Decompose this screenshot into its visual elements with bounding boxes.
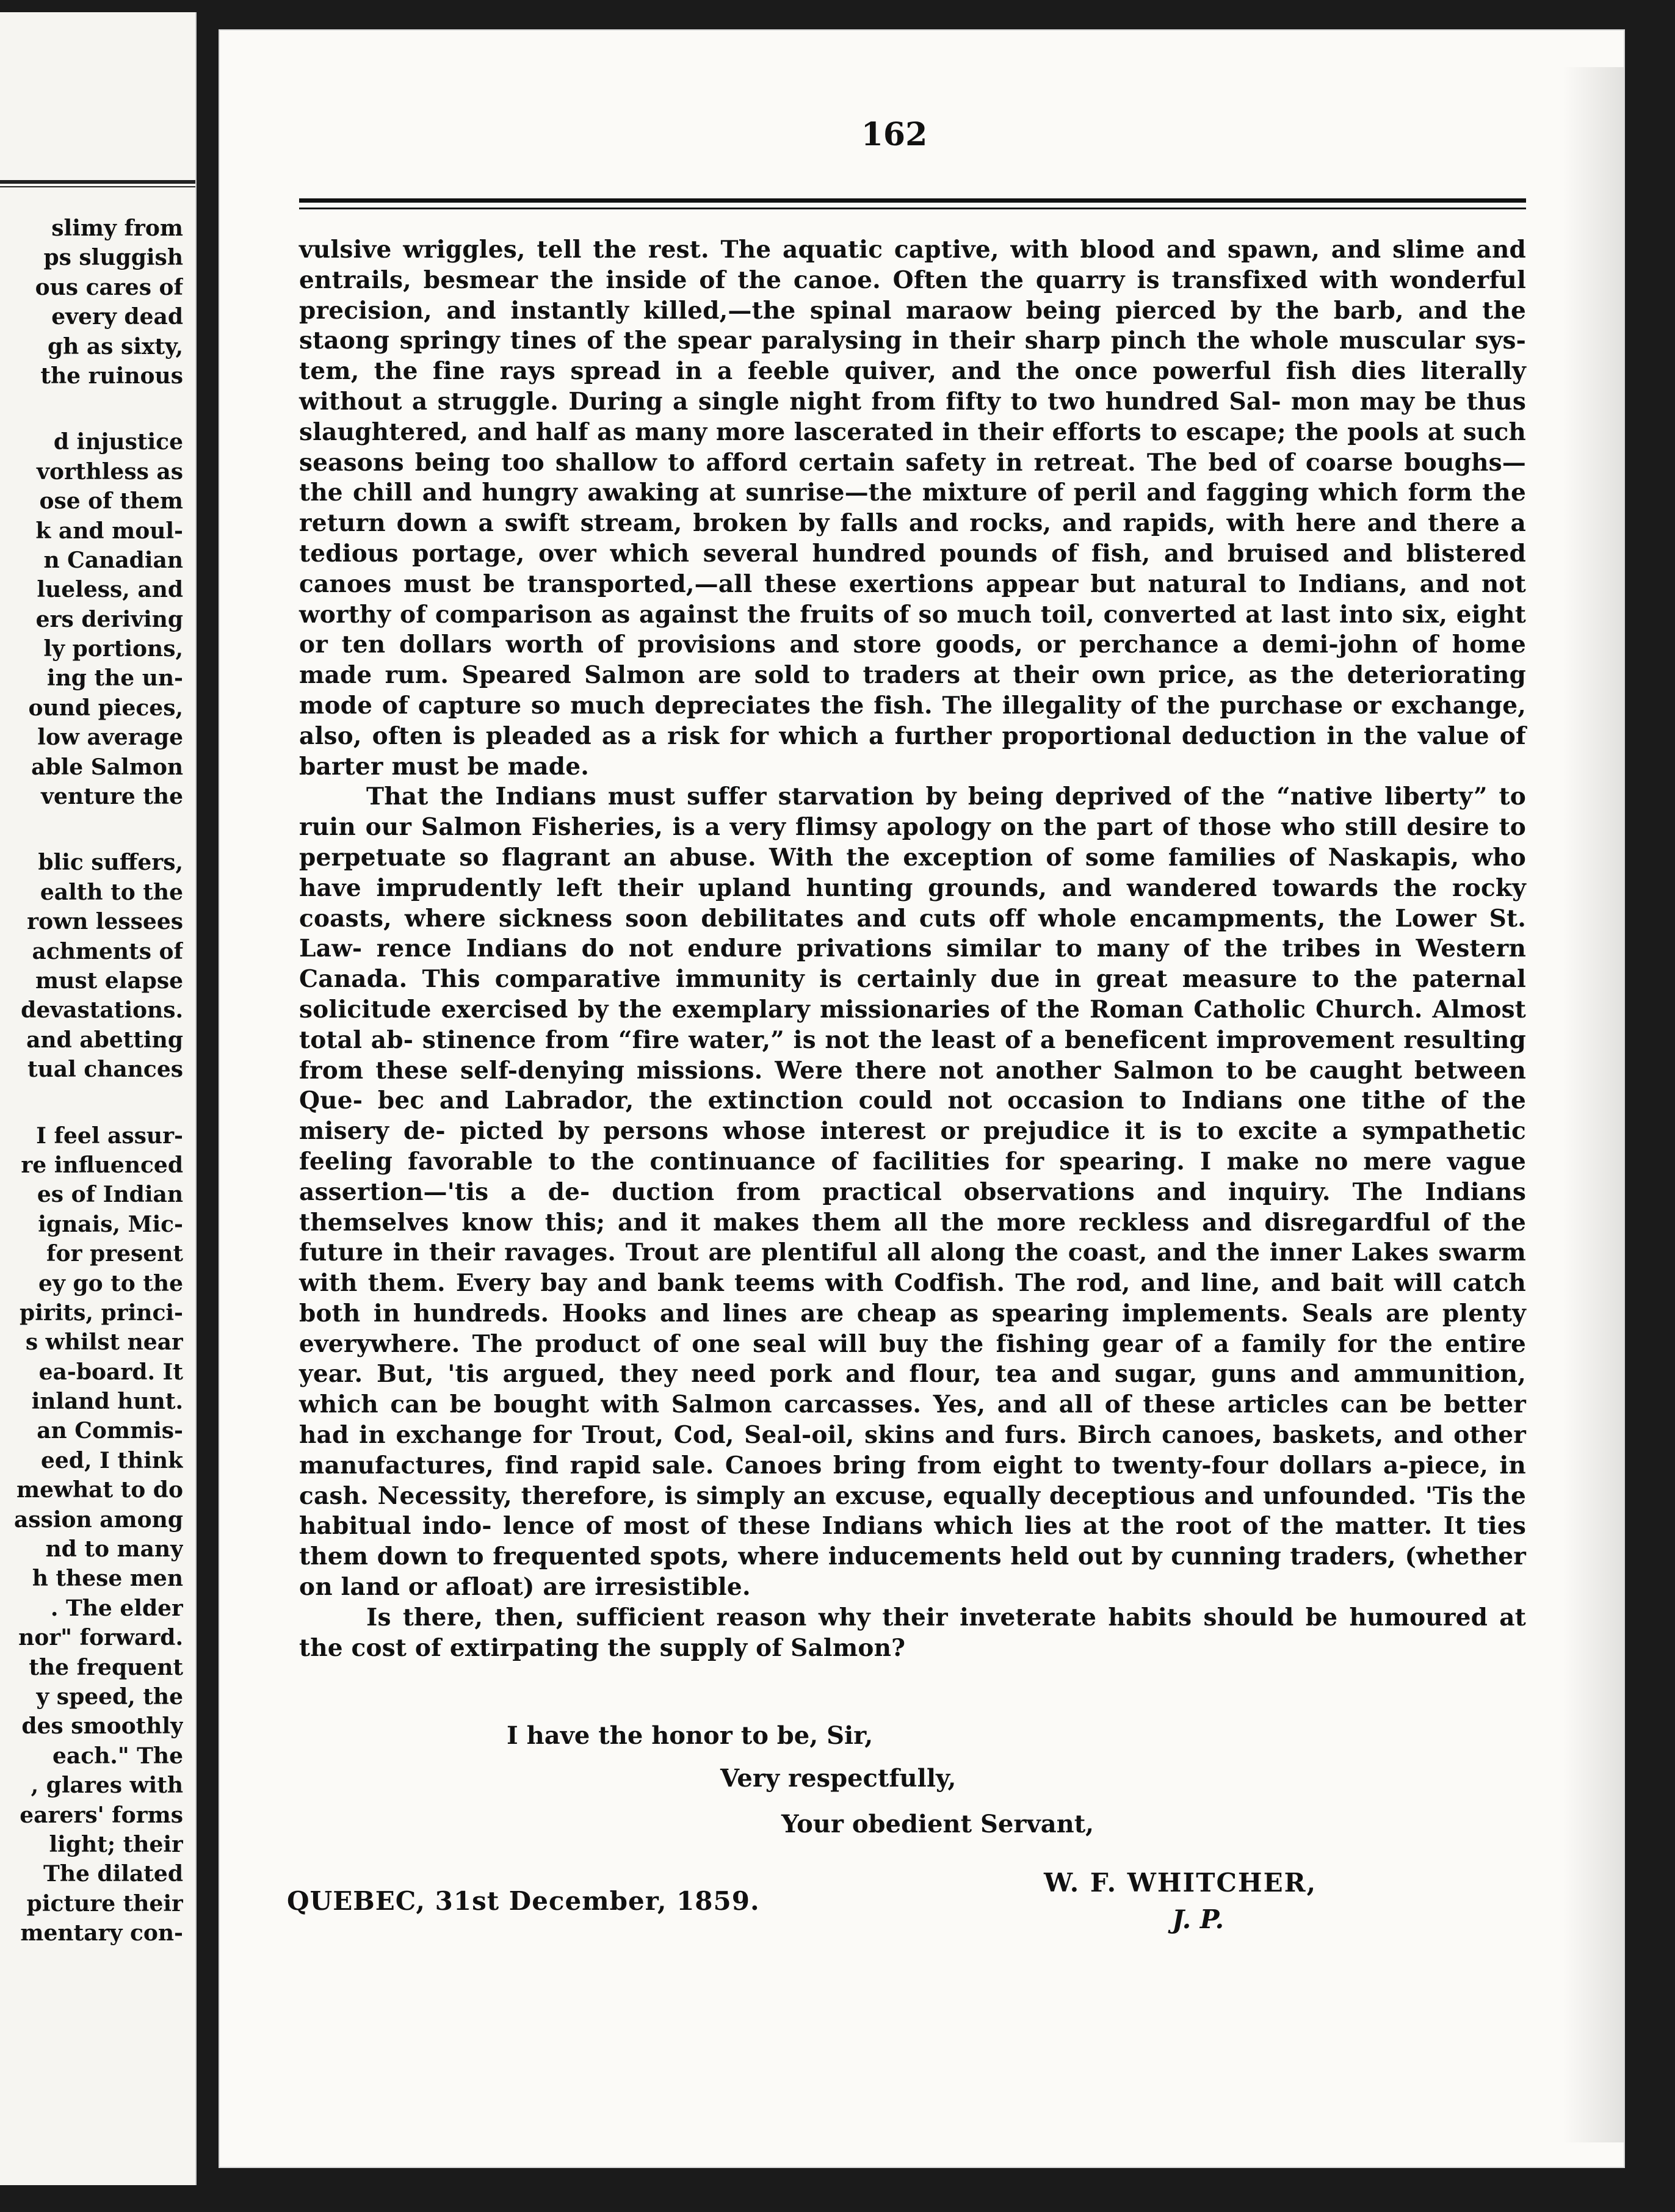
left-text-fragment: tual chances: [27, 1057, 183, 1083]
left-text-fragment: and abetting: [26, 1027, 183, 1053]
left-text-fragment: picture their: [26, 1890, 183, 1917]
left-text-fragment: eed, I think: [40, 1447, 183, 1473]
left-text-fragment: ey go to the: [38, 1270, 183, 1296]
left-facing-page: [0, 12, 197, 2185]
left-text-fragment: inland hunt.: [31, 1389, 183, 1415]
page-number: 162: [861, 116, 928, 153]
left-text-fragment: achments of: [32, 938, 183, 964]
left-text-fragment: must elapse: [35, 967, 183, 994]
left-text-fragment: an Commis-: [37, 1418, 183, 1444]
left-text-fragment: mewhat to do: [16, 1477, 183, 1503]
left-text-fragment: ers deriving: [35, 606, 183, 632]
left-text-fragment: low average: [37, 725, 183, 751]
paragraph-2: That the Indians must suffer starvation by being deprived of the “native liberty” to ruin our Salmon Fisheries, is a very flimsy apology on the part of those who still desire to perpetuate so flagrant an abuse. With the exception of some families of Naskapis, who have imprudently left their upland hunting grounds, and wandered towards the rocky coasts, where sickness soon debilitates and cuts off whole encampments, the Lower St. Law- rence Indians do not endure privations similar to many of the tribes in Western Canada. This comparative immunity is certainly due in great measure to the paternal solicitude exercised by the exemplary missionaries of the Roman Catholic Church. Almost total ab- stinence from “fire water,” is not the least of a beneficent improvement resulting from these self-denying missions. Were there not another Salmon to be caught between Que- bec and Labrador, the extinction could not occasion to Indians one tithe of the misery de- picted by persons whose interest or prejudice it is to excite a sympathetic feeling favorable to the continuance of facilities for spearing. I make no mere vague assertion—'tis a de- duction from practical observations and inquiry. The Indians themselves know this; and it makes them all the more reckless and disregardful of the future in their ravages. Trout are plentiful all along the coast, and the inner Lakes swarm with them. Every bay and bank teems with Codfish. The rod, and line, and bait will catch both in hundreds. Hooks and lines are cheap as spearing implements. Seals are plenty everywhere. The product of one seal will buy the fishing gear of a family for the entire year. But, 'tis argued, they need pork and flour, tea and sugar, guns and ammunition, which can be bought with Salmon carcasses. Yes, and all of these articles can be better had in exchange for Trout, Cod, Seal-oil, skins and furs. Birch canoes, baskets, and other manufactures, find rapid sale. Canoes bring from eight to twenty-four dollars a-piece, in cash. Necessity, therefore, is simply an excuse, equally deceptious and unfounded. 'Tis the habitual indo- lence of most of these Indians which lies at the root of the matter. It ties them down to frequented spots, where inducements held out by cunning traders, (whether on land or afloat) are irresistible.: [299, 783, 1526, 1602]
left-text-fragment: des smoothly: [21, 1713, 183, 1740]
left-text-fragment: ing the un-: [46, 665, 183, 692]
left-text-fragment: nor" forward.: [18, 1625, 183, 1651]
left-text-fragment: y speed, the: [36, 1683, 183, 1710]
left-text-fragment: the ruinous: [40, 363, 183, 389]
left-text-fragment: for present: [46, 1241, 183, 1267]
header-rule-thin: [299, 208, 1526, 209]
closing-line-2: Very respectfully,: [720, 1764, 957, 1793]
left-text-fragment: blic suffers,: [38, 850, 183, 876]
left-text-fragment: light; their: [49, 1831, 183, 1857]
header-rule-thick: [299, 198, 1526, 203]
left-header-rule: [0, 180, 195, 184]
left-text-fragment: s whilst near: [25, 1329, 183, 1356]
left-text-fragment: nd to many: [45, 1536, 183, 1563]
date-line: QUEBEC, 31st December, 1859.: [287, 1886, 760, 1916]
left-text-fragment: re influenced: [21, 1152, 183, 1178]
left-text-fragment: devastations.: [21, 997, 183, 1024]
left-text-fragment: pirits, princi-: [20, 1299, 183, 1326]
left-text-fragment: ose of them: [39, 488, 183, 515]
left-text-fragment: d injustice: [53, 429, 183, 455]
left-text-fragment: ealth to the: [40, 879, 183, 905]
left-text-fragment: ea-board. It: [38, 1359, 183, 1385]
closing-line-3: Your obedient Servant,: [781, 1810, 1094, 1838]
left-text-fragment: I feel assur-: [36, 1122, 183, 1149]
left-text-fragment: every dead: [51, 304, 183, 330]
left-paragraph-gap: [0, 811, 183, 848]
left-text-fragment: assion among: [13, 1506, 183, 1533]
left-text-fragment: gh as sixty,: [47, 333, 183, 360]
left-text-fragment: ignais, Mic-: [38, 1211, 183, 1237]
left-text-fragment: ps sluggish: [43, 245, 183, 271]
left-text-fragment: lueless, and: [37, 577, 183, 603]
left-text-fragment: k and moul-: [35, 518, 183, 544]
left-text-fragment: each." The: [52, 1743, 183, 1769]
closing-line-1: I have the honor to be, Sir,: [507, 1721, 874, 1750]
left-text-fragment: ous cares of: [35, 274, 183, 300]
left-header-rule-thin: [0, 186, 195, 187]
left-text-fragment: ly portions,: [43, 636, 183, 662]
left-text-fragment: The dilated: [43, 1861, 183, 1887]
left-text-fragment: able Salmon: [31, 754, 183, 780]
signature-title: J. P.: [1172, 1904, 1225, 1934]
left-text-fragment: mentary con-: [20, 1920, 183, 1946]
page-edge-shadow: [1563, 67, 1624, 2142]
paragraph-3: Is there, then, sufficient reason why their inveterate habits should be humoured at the cost of extirpating the supply of Salmon?: [299, 1603, 1526, 1662]
left-text-fragment: the frequent: [29, 1654, 183, 1680]
left-text-fragment: vorthless as: [37, 458, 183, 485]
main-page: [220, 31, 1624, 2167]
left-text-fragment: ound pieces,: [28, 695, 183, 721]
left-text-fragment: es of Indian: [37, 1182, 183, 1208]
left-text-fragment: rown lessees: [27, 909, 183, 935]
signature: W. F. WHITCHER,: [1044, 1868, 1317, 1898]
left-text-fragment: n Canadian: [43, 547, 183, 573]
left-page-text-fragments: [0, 214, 183, 1948]
left-paragraph-gap: [0, 1085, 183, 1121]
left-text-fragment: h these men: [32, 1566, 183, 1592]
paragraph-1: vulsive wriggles, tell the rest. The aquatic captive, with blood and spawn, and slime and entrails, besmear the inside of the canoe. Often the quarry is transfixed with wonderful precision, and instantly killed,—the spinal maraow being pierced by the barb, and the staong springy tines of the spear paralysing in their sharp pinch the whole muscular sys- tem, the fine rays spread in a feeble quiver, and the once powerful fish dies literally without a struggle. During a single night from fifty to two hundred Sal- mon may be thus slaughtered, and half as many more lascerated in their efforts to escape; the pools at such seasons being too shallow to afford certain safety in retreat. The bed of coarse boughs—the chill and hungry awaking at sunrise—the mixture of peril and fagging which form the return down a swift stream, broken by falls and rocks, and rapids, with here and there a tedious portage, over which several hundred pounds of fish, and bruised and blistered canoes must be transported,—all these exertions appear but natural to Indians, and not worthy of comparison as against the fruits of so much toil, converted at last into six, eight or ten dollars worth of provisions and store goods, or perchance a demi-john of home made rum. Speared Salmon are sold to traders at their own price, as the deteriorating mode of capture so much depreciates the fish. The illegality of the purchase or exchange, also, often is pleaded as a risk for which a further proportional deduction in the value of barter must be made.: [299, 236, 1526, 781]
letter-body: [299, 235, 1526, 1663]
left-text-fragment: venture the: [41, 784, 183, 810]
left-text-fragment: , glares with: [31, 1773, 183, 1799]
left-text-fragment: earers' forms: [20, 1802, 183, 1828]
left-text-fragment: . The elder: [50, 1595, 183, 1621]
left-paragraph-gap: [0, 391, 183, 427]
left-text-fragment: slimy from: [51, 215, 183, 241]
